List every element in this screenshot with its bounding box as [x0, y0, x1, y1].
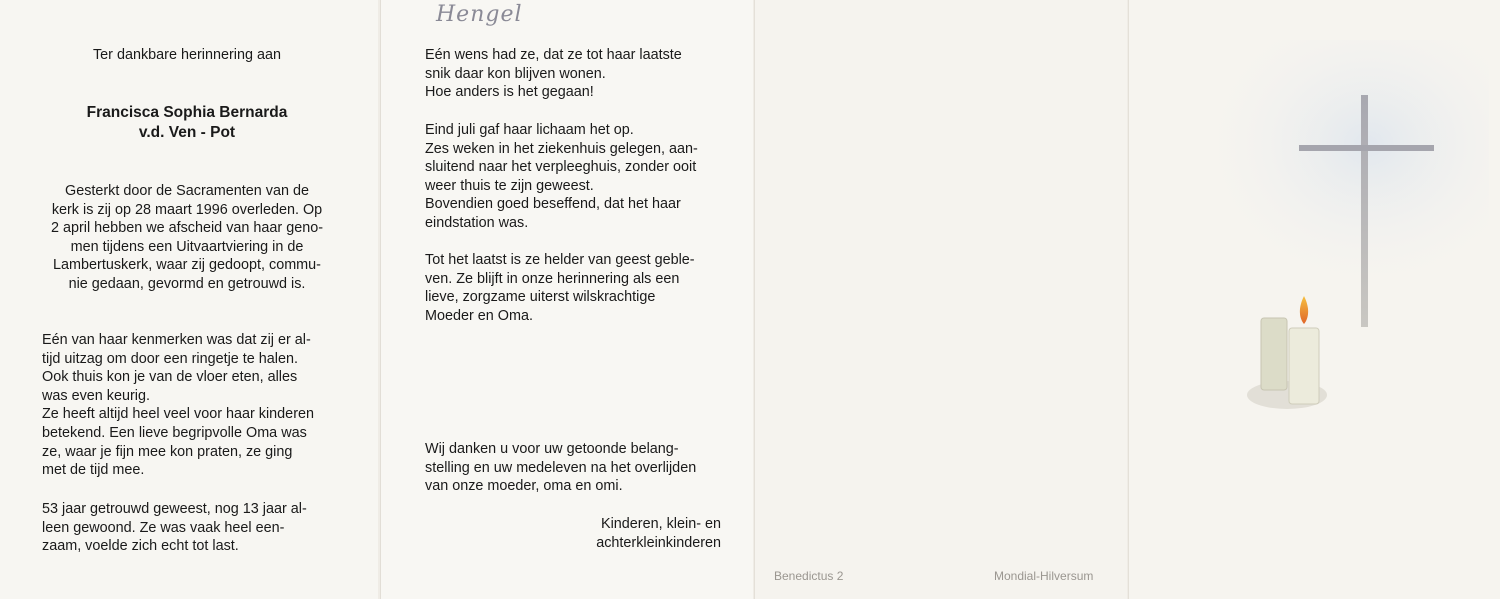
card-panel-cover [1128, 0, 1500, 599]
text-line: Ze heeft altijd heel veel voor haar kinderen [42, 406, 314, 423]
text-line: Wij danken u voor uw getoonde belang- [425, 441, 679, 457]
text-line: 53 jaar getrouwd geweest, nog 13 jaar al- [42, 501, 307, 517]
text-line: Eind juli gaf haar lichaam het op. [425, 122, 634, 138]
text-line: 2 april hebben we afscheid van haar geno- [50, 220, 323, 237]
printer-mark-design: Benedictus 2 [774, 569, 844, 583]
name-line: v.d. Ven - Pot [138, 124, 236, 141]
text-line: lieve, zorgzame uiterst wilskrachtige [425, 289, 656, 306]
text-line: Lambertuskerk, waar zij gedoopt, commu- [53, 257, 321, 274]
candle-flame [1300, 296, 1308, 324]
candle-back [1261, 318, 1287, 390]
text-line: Ook thuis kon je van de vloer eten, alles [42, 369, 298, 386]
text-line: betekend. Een lieve begripvolle Oma was [42, 424, 307, 441]
text-line: Kinderen, klein- en [601, 516, 721, 532]
cross-vertical-beam [1361, 95, 1368, 327]
card-panel-left [0, 0, 378, 599]
text-line: men tijdens een Uitvaartviering in de [70, 238, 304, 255]
text-line: sluitend naar het verpleeghuis, zonder ooit [425, 159, 697, 176]
card-panel-middle [380, 0, 753, 599]
text-line: Gesterkt door de Sacramenten van de [65, 183, 309, 199]
text-line: nie gedaan, gevormd en getrouwd is. [68, 275, 306, 292]
text-line: kerk is zij op 28 maart 1996 overleden. Op [51, 201, 323, 218]
text-line: leen gewoond. Ze was vaak heel een- [42, 519, 285, 536]
text-line: Eén wens had ze, dat ze tot haar laatste [425, 47, 682, 63]
text-line: zaam, voelde zich echt tot last. [42, 538, 239, 555]
candle-front [1289, 328, 1319, 404]
text-line: weer thuis te zijn geweest. [425, 177, 594, 194]
cross-horizontal-beam [1299, 145, 1434, 151]
deceased-name [0, 103, 374, 143]
text-line: stelling en uw medeleven na het overlijden [425, 459, 697, 476]
card-panel-blank [754, 0, 1127, 599]
text-line: Bovendien goed beseffend, dat het haar [425, 196, 681, 213]
paragraph-hospital [425, 121, 723, 233]
text-line: Hoe anders is het gegaan! [425, 84, 594, 101]
paragraph-marriage [42, 500, 338, 556]
handwritten-note: Hengel [436, 2, 523, 27]
text-line: Moeder en Oma. [425, 307, 533, 324]
text-line: tijd uitzag om door een ringetje te halen. [42, 350, 298, 367]
name-line: Francisca Sophia Bernarda [86, 104, 288, 121]
printer-mark-publisher: Mondial-Hilversum [994, 569, 1094, 583]
text-line: eindstation was. [425, 214, 529, 231]
text-line: Eén van haar kenmerken was dat zij er al- [42, 332, 311, 348]
text-line: van onze moeder, oma en omi. [425, 478, 623, 495]
text-line: snik daar kon blijven wonen. [425, 65, 606, 82]
text-line: ze, waar je fijn mee kon praten, ze ging [42, 443, 293, 460]
text-line: was even keurig. [42, 387, 150, 404]
paragraph-memory [425, 251, 723, 325]
paragraph-characteristics [42, 331, 338, 480]
text-line: Tot het laatst is ze helder van geest geble- [425, 252, 695, 268]
intro-text: Ter dankbare herinnering aan [92, 47, 281, 63]
paragraph-sacraments [30, 182, 344, 294]
sky-haze [1189, 40, 1489, 300]
paragraph-thanks [425, 440, 723, 496]
text-line: Zes weken in het ziekenhuis gelegen, aan- [425, 140, 698, 157]
text-line: achterkleinkinderen [596, 534, 721, 551]
text-line: met de tijd mee. [42, 462, 145, 479]
signature [425, 515, 721, 552]
cross-and-candles-illustration [1129, 0, 1500, 599]
paragraph-wish [425, 46, 723, 102]
text-line: ven. Ze blijft in onze herinnering als een [425, 270, 680, 287]
